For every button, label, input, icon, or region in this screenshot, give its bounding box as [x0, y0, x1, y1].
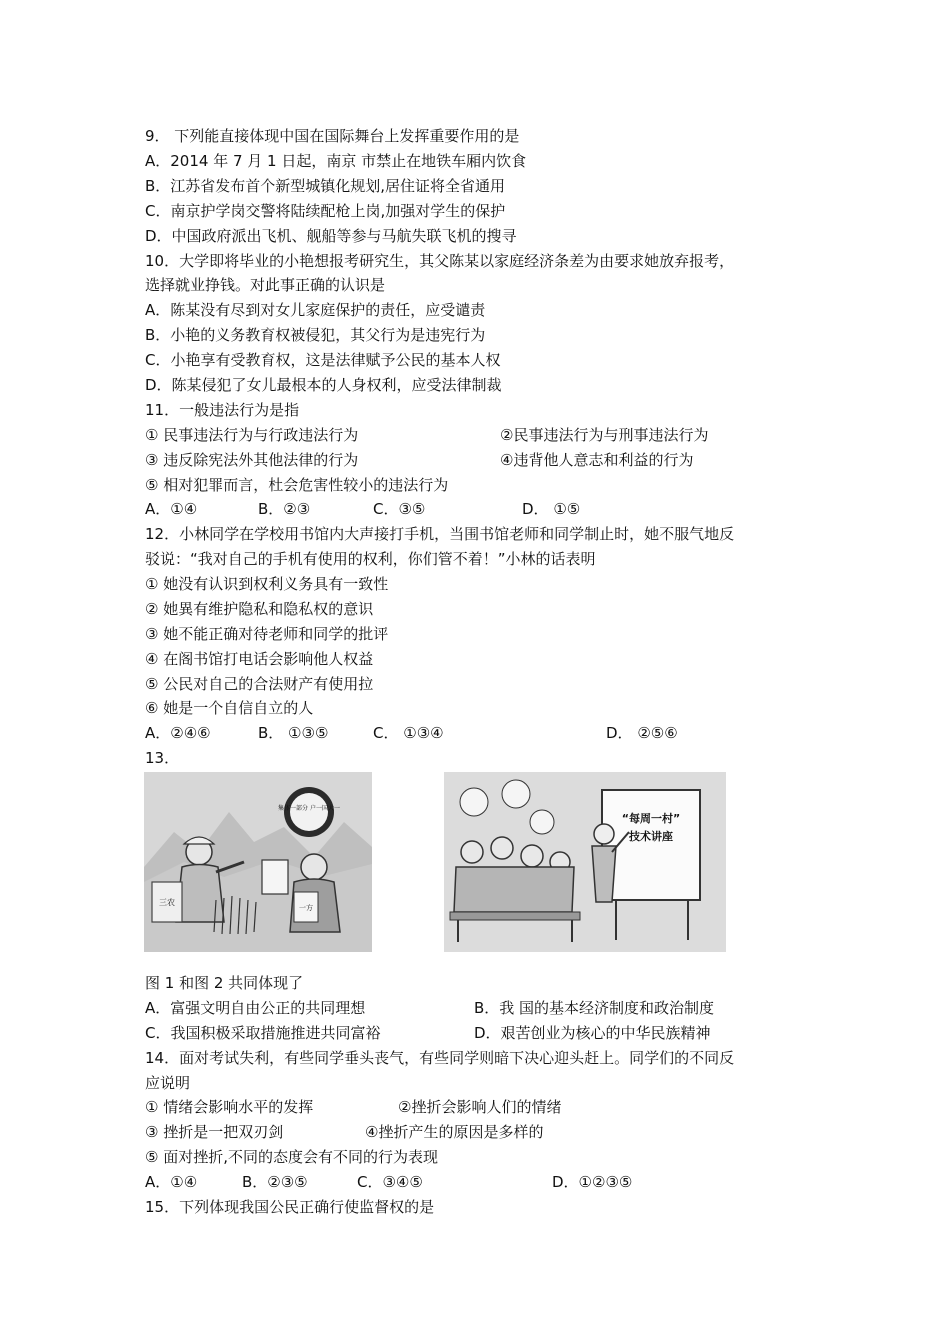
- q12-stem-line1: 12．小林同学在学校用书馆内大声接打手机，当围书馆老师和同学制止时，她不服气地反: [145, 525, 735, 543]
- q11-option-d: D． ①⑤: [522, 500, 581, 518]
- q14-statement-1: ① 情绪会影响水平的发挥: [145, 1098, 314, 1116]
- fig2-board-title: “每周一村”: [621, 812, 681, 825]
- q12-option-a: A．②④⑥: [145, 724, 211, 742]
- q13-option-b: B．我 国的基本经济制度和政治制度: [474, 999, 715, 1017]
- q12-option-b: B． ①③⑤: [258, 724, 329, 742]
- q9-option-a: A．2014 年 7 月 1 日起，南京 市禁止在地铁车厢内饮食: [145, 152, 527, 170]
- q12-option-d: D． ②⑤⑥: [606, 724, 678, 742]
- q13-option-a: A．富强文明自由公正的共同理想: [145, 999, 366, 1017]
- q11-option-a: A．①④: [145, 500, 198, 518]
- q14-statement-4: ④挫折产生的原因是多样的: [365, 1123, 544, 1141]
- fig1-left-label: 三农: [159, 898, 175, 907]
- q11-option-c: C．③⑤: [373, 500, 426, 518]
- q14-statement-3: ③ 挫折是一把双刃剑: [145, 1123, 284, 1141]
- q12-statement-1: ① 她没有认识到权利义务具有一致性: [145, 575, 389, 593]
- q12-statement-4: ④ 在阁书馆打电话会影响他人权益: [145, 650, 374, 668]
- q9-option-d: D．中国政府派出飞机、舰船等参与马航失联飞机的搜寻: [145, 227, 517, 245]
- q9-stem: 9． 下列能直接体现中国在国际舞台上发挥重要作用的是: [145, 127, 520, 145]
- q14-stem-line2: 应说明: [145, 1074, 191, 1092]
- figure-1-cartoon: [144, 772, 372, 952]
- q15-stem: 15．下列体现我国公民正确行使监督权的是: [145, 1198, 435, 1216]
- q14-option-a: A．①④: [145, 1173, 198, 1191]
- q12-statement-5: ⑤ 公民对自己的合法财产有使用拉: [145, 675, 374, 693]
- q10-option-d: D．陈某侵犯了女儿最根本的人身权利，应受法律制裁: [145, 376, 502, 394]
- q10-option-c: C．小艳享有受教育权，这是法律赋予公民的基本人权: [145, 351, 501, 369]
- q9-option-b: B．江苏省发布首个新型城镇化规划,居住证将全省通用: [145, 177, 506, 195]
- q14-statement-2: ②挫折会影响人们的情绪: [398, 1098, 562, 1116]
- q11-statement-1: ① 民事违法行为与行政违法行为: [145, 426, 359, 444]
- fig1-right-label: 一方: [299, 904, 313, 912]
- q10-stem-line2: 选择就业挣钱。对此事正确的认识是: [145, 276, 386, 294]
- q11-statement-3: ③ 违反除宪法外其他法律的行为: [145, 451, 359, 469]
- q13-option-c: C．我国积极采取措施推进共同富裕: [145, 1024, 381, 1042]
- q11-statement-4: ④违背他人意志和利益的行为: [500, 451, 694, 469]
- q14-stem-line1: 14．面对考试失利，有些同学垂头丧气，有些同学则暗下决心迎头赶上。同学们的不同反: [145, 1049, 735, 1067]
- fig2-board-subtitle: 技术讲座: [629, 830, 673, 843]
- q14-statement-5: ⑤ 面对挫折,不同的态度会有不同的行为表现: [145, 1148, 438, 1166]
- q12-option-c: C． ①③④: [373, 724, 444, 742]
- fig1-badge-text: 集体一部分 户一国大一: [278, 805, 340, 812]
- q12-statement-2: ② 她異有维护隐私和隐私权的意识: [145, 600, 374, 618]
- figure-2-cartoon: [444, 772, 726, 952]
- q9-option-c: C．南京护学岗交警将陆续配枪上岗,加强对学生的保护: [145, 202, 506, 220]
- q13-option-d: D．艰苦创业为核心的中华民族精神: [474, 1024, 711, 1042]
- q12-statement-3: ③ 她不能正确对待老师和同学的批评: [145, 625, 389, 643]
- q11-statement-2: ②民事违法行为与刑事违法行为: [500, 426, 709, 444]
- q12-statement-6: ⑥ 她是一个自信自立的人: [145, 699, 314, 717]
- q12-stem-line2: 驳说：“我对自己的手机有使用的权利，你们管不着！”小林的话表明: [145, 550, 596, 568]
- q13-number: 13．: [145, 749, 180, 767]
- q10-option-b: B．小艳的义务教育权被侵犯，其父行为是违宪行为: [145, 326, 486, 344]
- q10-stem-line1: 10．大学即将毕业的小艳想报考研究生，其父陈某以家庭经济条差为由要求她放弃报考，: [145, 252, 735, 270]
- q14-option-c: C．③④⑤: [357, 1173, 423, 1191]
- q10-option-a: A．陈某没有尽到对女儿家庭保护的责任，应受谴责: [145, 301, 486, 319]
- q14-option-b: B．②③⑤: [242, 1173, 308, 1191]
- q13-stem: 图 1 和图 2 共同体现了: [145, 974, 304, 992]
- q14-option-d: D．①②③⑤: [552, 1173, 633, 1191]
- q11-statement-5: ⑤ 相对犯罪而言，杜会危害性较小的违法行为: [145, 476, 449, 494]
- q11-stem: 11．一般违法行为是指: [145, 401, 300, 419]
- q11-option-b: B．②③: [258, 500, 311, 518]
